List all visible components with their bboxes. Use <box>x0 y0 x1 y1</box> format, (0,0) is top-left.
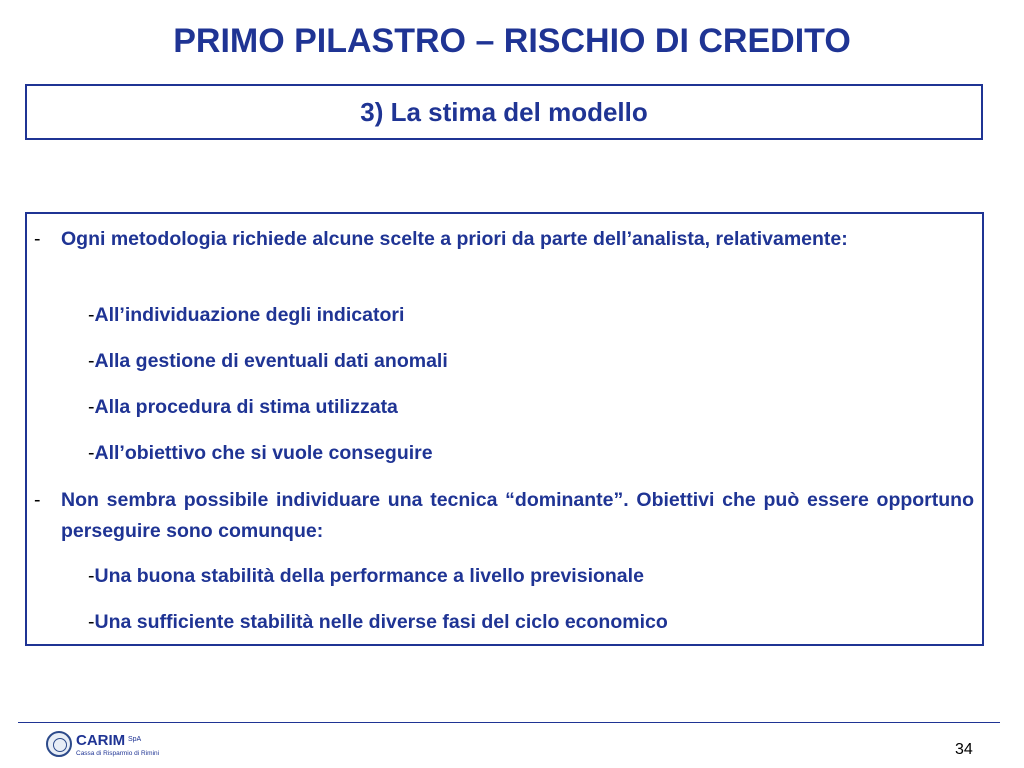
subtitle-box <box>25 84 983 140</box>
bullet-text: Ogni metodologia richiede alcune scelte a priori da parte dell’analista, relativamente: <box>61 228 848 250</box>
page-number: 34 <box>955 741 973 758</box>
sub-bullet-dash: - <box>88 565 95 587</box>
carim-logo <box>46 731 176 761</box>
sub-bullet-text: Una sufficiente stabilità nelle diverse fasi del ciclo economico <box>94 611 668 633</box>
sub-bullet-dash: - <box>88 396 95 418</box>
bullet-2 <box>34 485 974 547</box>
sub-bullet-dash: - <box>88 304 95 326</box>
sub-bullet-text: All’individuazione degli indicatori <box>94 304 405 326</box>
bullet-dash: - <box>34 228 41 250</box>
sub-bullet-2-2 <box>88 607 668 638</box>
bullet-1 <box>34 224 974 255</box>
logo-name: CARIM <box>76 732 126 749</box>
carim-seal-icon <box>46 731 72 757</box>
sub-bullet-text: Alla procedura di stima utilizzata <box>94 396 398 418</box>
sub-bullet-1-1 <box>88 300 404 331</box>
sub-bullet-dash: - <box>88 442 95 464</box>
footer-divider <box>18 722 1000 723</box>
logo-subtitle: Cassa di Risparmio di Rimini <box>76 750 160 757</box>
sub-bullet-dash: - <box>88 350 95 372</box>
bullet-text: Non sembra possibile individuare una tecnica “dominante”. Obiettivi che può essere opportuno perseguire sono comunque: <box>61 489 974 542</box>
slide-title: PRIMO PILASTRO – RISCHIO DI CREDITO <box>173 22 851 60</box>
sub-bullet-1-3 <box>88 392 398 423</box>
logo-suffix: SpA <box>128 736 142 743</box>
sub-bullet-text: All’obiettivo che si vuole conseguire <box>94 442 433 464</box>
slide-subtitle: 3) La stima del modello <box>360 97 648 127</box>
bullet-dash: - <box>34 489 41 511</box>
sub-bullet-dash: - <box>88 611 95 633</box>
sub-bullet-text: Alla gestione di eventuali dati anomali <box>94 350 448 372</box>
sub-bullet-1-2 <box>88 346 448 377</box>
sub-bullet-2-1 <box>88 561 644 592</box>
sub-bullet-1-4 <box>88 438 433 469</box>
content-box <box>25 212 984 646</box>
sub-bullet-text: Una buona stabilità della performance a livello previsionale <box>94 565 644 587</box>
